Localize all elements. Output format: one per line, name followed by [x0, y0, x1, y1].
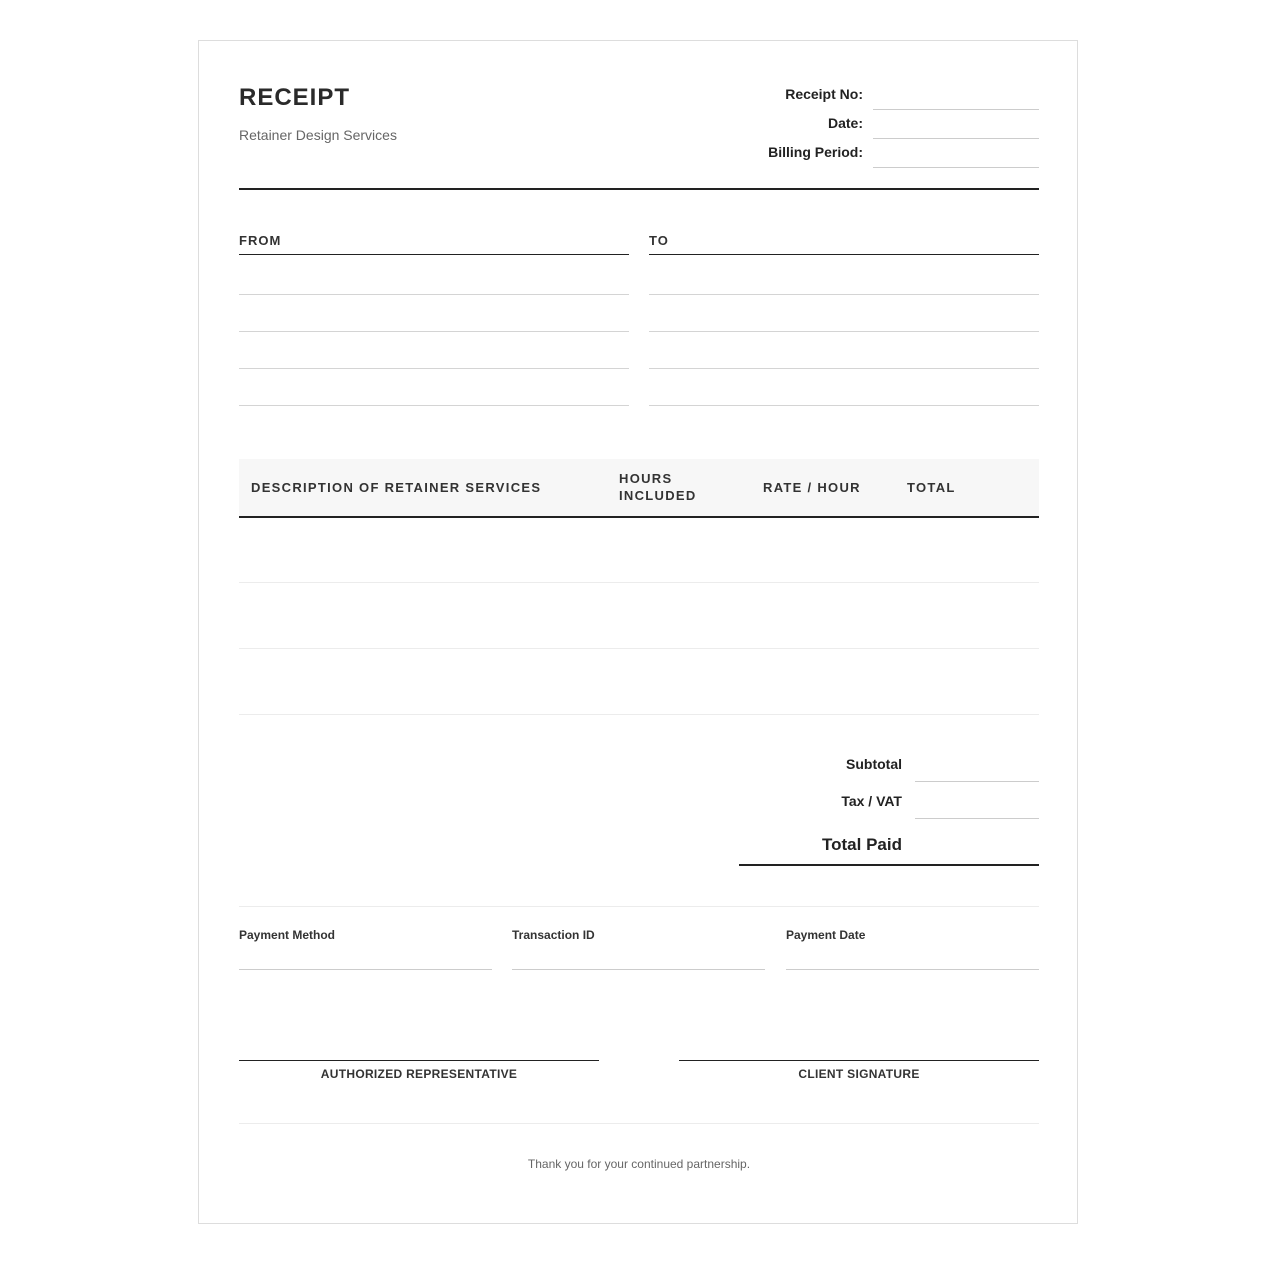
client-signature-line[interactable]	[679, 1060, 1039, 1061]
column-header-rate: RATE / HOUR	[763, 480, 861, 495]
thank-you-note: Thank you for your continued partnership.	[527, 1157, 751, 1171]
payment-method-label: Payment Method	[239, 928, 336, 942]
billing-period-label: Billing Period:	[768, 144, 863, 160]
tax-label: Tax / VAT	[841, 793, 902, 809]
authorized-representative-label: AUTHORIZED REPRESENTATIVE	[320, 1067, 518, 1081]
billing-period-field[interactable]	[873, 167, 1039, 168]
to-heading: TO	[649, 233, 669, 248]
from-heading-rule	[239, 254, 629, 255]
totals-divider	[239, 906, 1039, 907]
from-line-3[interactable]	[239, 368, 629, 369]
date-field[interactable]	[873, 138, 1039, 139]
date-label: Date:	[827, 115, 863, 131]
total-paid-label: Total Paid	[822, 835, 902, 854]
column-header-hours	[619, 470, 697, 504]
client-signature-label: CLIENT SIGNATURE	[798, 1067, 920, 1081]
from-line-2[interactable]	[239, 331, 629, 332]
column-header-description: DESCRIPTION OF RETAINER SERVICES	[251, 480, 542, 495]
from-heading: FROM	[239, 233, 282, 248]
column-header-total: TOTAL	[907, 480, 956, 495]
to-line-4[interactable]	[649, 405, 1039, 406]
to-heading-rule	[649, 254, 1039, 255]
table-row[interactable]	[239, 582, 1039, 583]
transaction-id-label: Transaction ID	[512, 928, 595, 942]
authorized-signature-line[interactable]	[239, 1060, 599, 1061]
transaction-id-field[interactable]	[512, 969, 765, 970]
table-row[interactable]	[239, 714, 1039, 715]
from-line-4[interactable]	[239, 405, 629, 406]
payment-date-field[interactable]	[786, 969, 1039, 970]
to-line-2[interactable]	[649, 331, 1039, 332]
payment-date-label: Payment Date	[786, 928, 866, 942]
to-line-1[interactable]	[649, 294, 1039, 295]
column-header-hours-line2: INCLUDED	[619, 488, 697, 503]
tax-field[interactable]	[915, 818, 1039, 819]
receipt-no-field[interactable]	[873, 109, 1039, 110]
subtotal-field[interactable]	[915, 781, 1039, 782]
header-divider	[239, 188, 1039, 190]
table-row[interactable]	[239, 648, 1039, 649]
payment-method-field[interactable]	[239, 969, 492, 970]
total-paid-field[interactable]	[739, 864, 1039, 866]
from-line-1[interactable]	[239, 294, 629, 295]
receipt-title: RECEIPT	[239, 84, 351, 111]
to-line-3[interactable]	[649, 368, 1039, 369]
receipt-no-label: Receipt No:	[785, 86, 863, 102]
receipt-page	[198, 40, 1078, 1224]
receipt-subtitle: Retainer Design Services	[239, 127, 397, 143]
subtotal-label: Subtotal	[846, 756, 902, 772]
footer-divider	[239, 1123, 1039, 1124]
column-header-hours-line1: HOURS	[619, 471, 673, 486]
